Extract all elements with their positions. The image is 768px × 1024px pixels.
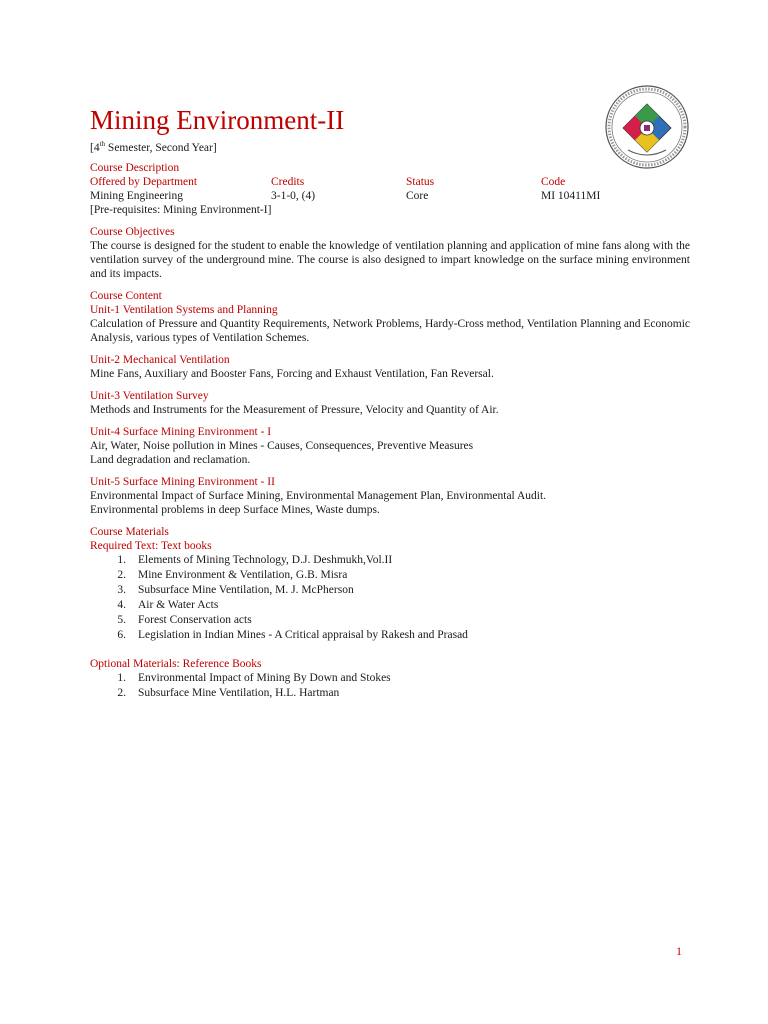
info-header-department: Offered by Department xyxy=(90,176,198,188)
semester-line xyxy=(90,137,217,155)
unit-1-title: Unit-1 Ventilation Systems and Planning xyxy=(90,304,278,316)
materials-heading: Course Materials xyxy=(90,526,169,538)
unit-2-title: Unit-2 Mechanical Ventilation xyxy=(90,354,230,366)
info-value-credits: 3-1-0, (4) xyxy=(271,190,316,202)
info-header-code: Code xyxy=(541,176,566,188)
unit-2-text: Mine Fans, Auxiliary and Booster Fans, Forcing and Exhaust Ventilation, Fan Reversal. xyxy=(90,368,494,380)
info-value-code: MI 10411MI xyxy=(541,190,601,202)
list-item: 4. Air & Water Acts xyxy=(117,599,219,611)
content-heading: Course Content xyxy=(90,290,162,302)
objectives-text: The course is designed for the student to enable the knowledge of ventilation planning and application of mine fans along with the ventilation survey of the underground mine. The course is also designed to impart knowledge on the surface mining environment and its impacts. xyxy=(90,240,690,280)
list-item: 1. Elements of Mining Technology, D.J. Deshmukh,Vol.II xyxy=(117,554,393,566)
required-book-1: Elements of Mining Technology, D.J. Deshmukh,Vol.II xyxy=(138,554,393,566)
required-books-list xyxy=(90,553,690,643)
unit-1-text: Calculation of Pressure and Quantity Requirements, Network Problems, Hardy-Cross method, Ventilation Planning and Economic Analysis, various types of Ventilation Schemes. xyxy=(90,318,690,344)
required-book-4: Air & Water Acts xyxy=(138,599,219,611)
list-item: 6. Legislation in Indian Mines - A Critical appraisal by Rakesh and Prasad xyxy=(117,629,468,641)
reference-book-2: Subsurface Mine Ventilation, H.L. Hartman xyxy=(138,687,340,699)
unit-3-text: Methods and Instruments for the Measurement of Pressure, Velocity and Quantity of Air. xyxy=(90,404,499,416)
unit-5-text-line-2: Environmental problems in deep Surface Mines, Waste dumps. xyxy=(90,504,380,516)
semester-suffix: Semester, Second Year] xyxy=(105,141,217,154)
list-item: 3. Subsurface Mine Ventilation, M. J. McPherson xyxy=(117,584,354,596)
unit-5-title: Unit-5 Surface Mining Environment - II xyxy=(90,476,275,488)
info-header-row xyxy=(90,175,690,189)
list-item: 1. Environmental Impact of Mining By Down and Stokes xyxy=(117,672,391,684)
unit-5-text-line-1: Environmental Impact of Surface Mining, Environmental Management Plan, Environmental Audit. xyxy=(90,490,547,502)
info-value-department: Mining Engineering xyxy=(90,190,183,202)
document-body xyxy=(90,161,690,701)
page-number: 1 xyxy=(676,944,682,958)
required-book-3: Subsurface Mine Ventilation, M. J. McPherson xyxy=(138,584,354,596)
info-header-credits: Credits xyxy=(271,176,305,188)
list-item: 5. Forest Conservation acts xyxy=(117,614,252,626)
objectives-heading: Course Objectives xyxy=(90,226,175,238)
info-value-status: Core xyxy=(406,190,429,202)
required-book-2: Mine Environment & Ventilation, G.B. Misra xyxy=(138,569,348,581)
list-item: 2. Subsurface Mine Ventilation, H.L. Hartman xyxy=(117,687,340,699)
info-header-status: Status xyxy=(406,176,435,188)
required-book-5: Forest Conservation acts xyxy=(138,614,252,626)
unit-3-title: Unit-3 Ventilation Survey xyxy=(90,390,209,402)
reference-books-list xyxy=(90,671,690,701)
course-title: Mining Environment-II xyxy=(90,105,345,135)
unit-4-text-line-1: Air, Water, Noise pollution in Mines - Causes, Consequences, Preventive Measures xyxy=(90,440,474,452)
required-book-6: Legislation in Indian Mines - A Critical appraisal by Rakesh and Prasad xyxy=(138,629,468,641)
info-value-row xyxy=(90,189,690,203)
institute-seal-icon xyxy=(604,84,690,170)
unit-4-text-line-2: Land degradation and reclamation. xyxy=(90,454,251,466)
optional-heading: Optional Materials: Reference Books xyxy=(90,658,262,670)
semester-prefix: [4 xyxy=(90,141,100,154)
course-description-heading: Course Description xyxy=(90,162,180,174)
unit-4-title: Unit-4 Surface Mining Environment - I xyxy=(90,426,272,438)
prerequisites: [Pre-requisites: Mining Environment-I] xyxy=(90,204,272,216)
list-item: 2. Mine Environment & Ventilation, G.B. Misra xyxy=(117,569,348,581)
reference-book-1: Environmental Impact of Mining By Down and Stokes xyxy=(138,672,391,684)
required-heading: Required Text: Text books xyxy=(90,540,212,552)
semester-sup: th xyxy=(99,140,106,148)
